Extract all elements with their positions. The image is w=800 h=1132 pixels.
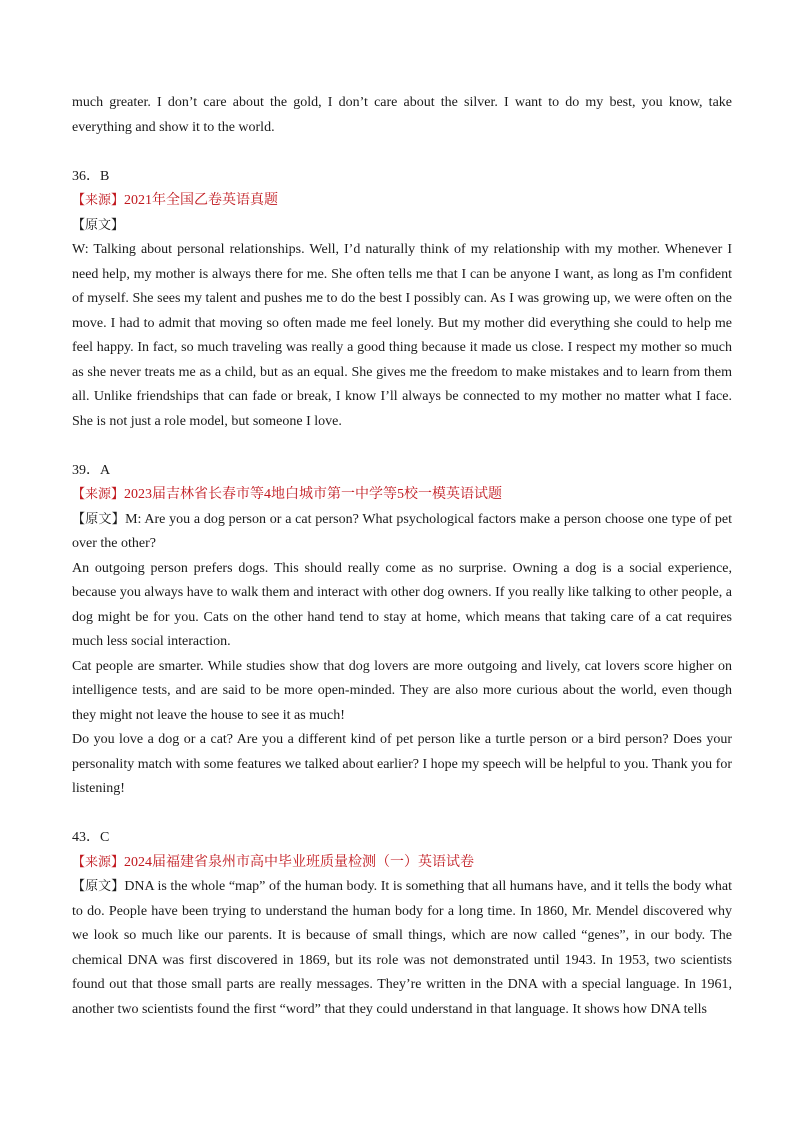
transcript-paragraph: 【原文】M: Are you a dog person or a cat person? What psychological factors make a person choose one type of pet over the other? (72, 511, 732, 551)
original-label: 【原文】 (72, 879, 125, 894)
source-label: 【来源】 (72, 854, 125, 870)
source-text: 2024届福建省泉州市高中毕业班质量检测（一）英语试卷 (124, 854, 475, 870)
transcript-paragraph: 【原文】DNA is the whole “map” of the human body. It is something that all humans have, and it tells the body what to do. People have been trying to understand the human body for a long time. In 1860, Mr. Mendel discovered why we look so much like our parents. It is because of small things, which are now called “genes”, in our body. The chemical DNA was first discovered in 1869, but its role was not demonstrated until 1943. In 1953, two scientists found out that those small parts are really messages. They’re written in the DNA with a special language. In 1961, another two scientists found the first “word” that they could understand in that language. It shows how DNA tells (72, 879, 732, 1017)
answer-section-36 (72, 165, 732, 435)
source-text: 2023届吉林省长春市等4地白城市第一中学等5校一模英语试题 (124, 487, 503, 502)
source-label: 【来源】 (72, 193, 125, 208)
original-label: 【原文】 (72, 511, 126, 527)
question-number: 36．B (72, 168, 110, 184)
intro-paragraph: much greater. I don’t care about the gold, I don’t care about the silver. I want to do my best, you know, take everything and show it to the world. (72, 95, 732, 135)
source-line (72, 189, 732, 214)
transcript-paragraph: Do you love a dog or a cat? Are you a different kind of pet person like a turtle person or a bird person? Does your personality match with some features we talked about earlier? I hope my speech will be helpful to you. Thank you for listening! (72, 732, 732, 796)
transcript-paragraph: W: Talking about personal relationships. Well, I’d naturally think of my relationship with my mother. Whenever I need help, my mother is always there for me. She often tells me that I can be anyone I want, as long as I'm confident of myself. She sees my talent and pushes me to do the best I possibly can. As I was growing up, we were often on the move. I had to admit that moving so often made me feel lonely. But my mother did everything she could to help me feel happy. In fact, so much traveling was really a good thing because it made us close. I respect my mother so much as she never treats me as a child, but as an equal. She gives me the freedom to make mistakes and to learn from them all. Unlike friendships that can fade or break, I know I’ll always be connected to my mother no matter what I face. She is not just a role model, but someone I love. (72, 242, 732, 429)
spacer (72, 434, 732, 459)
source-line (72, 851, 732, 876)
source-line (72, 483, 732, 508)
answer-section-39 (72, 459, 732, 802)
question-number: 43．C (72, 830, 110, 845)
transcript-paragraph: Cat people are smarter. While studies show that dog lovers are more outgoing and lively, cat lovers score higher on intelligence tests, and are said to be more open-minded. They are also more curious about the world, even though they might not leave the house to see it as much! (72, 658, 732, 723)
answer-section-43 (72, 826, 732, 1022)
spacer (72, 140, 732, 165)
spacer (72, 802, 732, 827)
source-text: 2021年全国乙卷英语真题 (124, 193, 279, 208)
question-number: 39．A (72, 462, 111, 478)
source-label: 【来源】 (72, 487, 125, 502)
original-label: 【原文】 (72, 217, 125, 233)
transcript-paragraph: An outgoing person prefers dogs. This should really come as no surprise. Owning a dog is a social experience, because you always have to walk them and interact with other dog owners. If you really like talking to other people, a dog might be for you. Cats on the other hand tend to stay at home, which means that taking care of a cat requires much less social interaction. (72, 560, 732, 649)
document-page (72, 91, 732, 1022)
